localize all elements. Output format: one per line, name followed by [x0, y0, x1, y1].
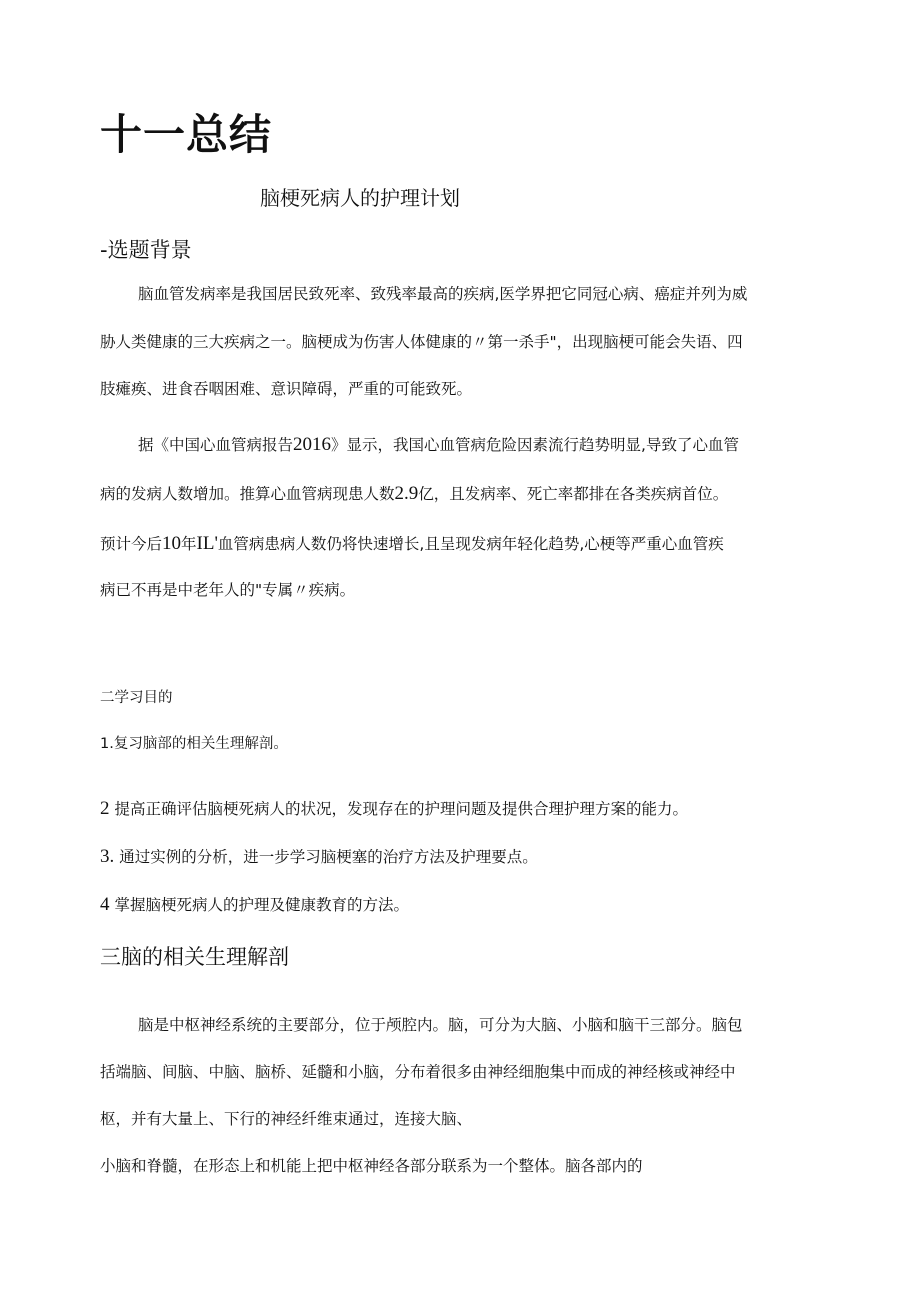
paragraph-line: 括端脑、间脑、中脑、脑桥、延髓和小脑，分布着很多由神经细胞集中而成的神经核或神经中	[100, 1063, 736, 1081]
text-span: 据《中国心血管病报告	[138, 436, 294, 454]
paragraph-line	[138, 435, 739, 454]
list-item-text: 通过实例的分析，进一步学习脑梗塞的治疗方法及护理要点。	[119, 848, 538, 866]
paragraph-line: 病已不再是中老年人的"专属〃疾病。	[100, 581, 356, 599]
text-span: 》显示，我国心血管病危险因素流行趋势明显,导致了心血管	[331, 436, 739, 454]
paragraph-line: 脑是中枢神经系统的主要部分，位于颅腔内。脑，可分为大脑、小脑和脑干三部分。脑包	[138, 1016, 743, 1034]
patient-count-number: 2.9	[394, 483, 419, 504]
paragraph-line: 肢瘫痪、进食吞咽困难、意识障碍，严重的可能致死。	[100, 380, 473, 398]
list-item-number: 2	[100, 798, 110, 819]
paragraph-line: 小脑和脊髓，在形态上和机能上把中枢神经各部分联系为一个整体。脑各部内的	[100, 1157, 643, 1175]
list-item: 1.复习脑部的相关生理解剖。	[100, 736, 288, 752]
page-title: 十一总结	[100, 110, 273, 159]
document-subtitle: 脑梗死病人的护理计划	[260, 186, 460, 210]
paragraph-line: 枢，并有大量上、下行的神经纤维束通过，连接大脑、	[100, 1110, 473, 1128]
section-heading-objectives: 二学习目的	[100, 690, 173, 706]
list-item-number: 4	[100, 894, 110, 915]
list-item-text: 提高正确评估脑梗死病人的状况，发现存在的护理问题及提供合理护理方案的能力。	[114, 800, 688, 818]
list-item	[100, 799, 688, 818]
year-number: 2016	[293, 434, 332, 455]
ocr-artifact-text: IL'	[196, 533, 218, 554]
list-item	[100, 847, 538, 866]
paragraph-line: 胁人类健康的三大疾病之一。脑梗成为伤害人体健康的〃第一杀手"，出现脑梗可能会失语、四	[100, 333, 743, 351]
text-span: 亿，且发病率、死亡率都排在各类疾病首位。	[418, 485, 729, 503]
text-span: 血管病患病人数仍将快速增长,且呈现发病年轻化趋势,心梗等严重心血管疾	[217, 535, 724, 553]
list-item-text: 掌握脑梗死病人的护理及健康教育的方法。	[114, 896, 409, 914]
paragraph-line	[100, 484, 728, 503]
section-heading-background: -选题背景	[100, 238, 192, 262]
list-item	[100, 895, 409, 914]
paragraph-line	[100, 534, 724, 553]
text-span: 预计今后	[100, 535, 163, 553]
paragraph-line: 脑血管发病率是我国居民致死率、致残率最高的疾病,医学界把它同冠心病、癌症并列为威	[138, 285, 748, 303]
years-number: 10	[162, 533, 182, 554]
list-item-number: 3.	[100, 846, 115, 867]
text-span: 年	[181, 535, 197, 553]
section-heading-anatomy: 三脑的相关生理解剖	[100, 945, 289, 969]
text-span: 病的发病人数增加。推算心血管病现患人数	[100, 485, 395, 503]
